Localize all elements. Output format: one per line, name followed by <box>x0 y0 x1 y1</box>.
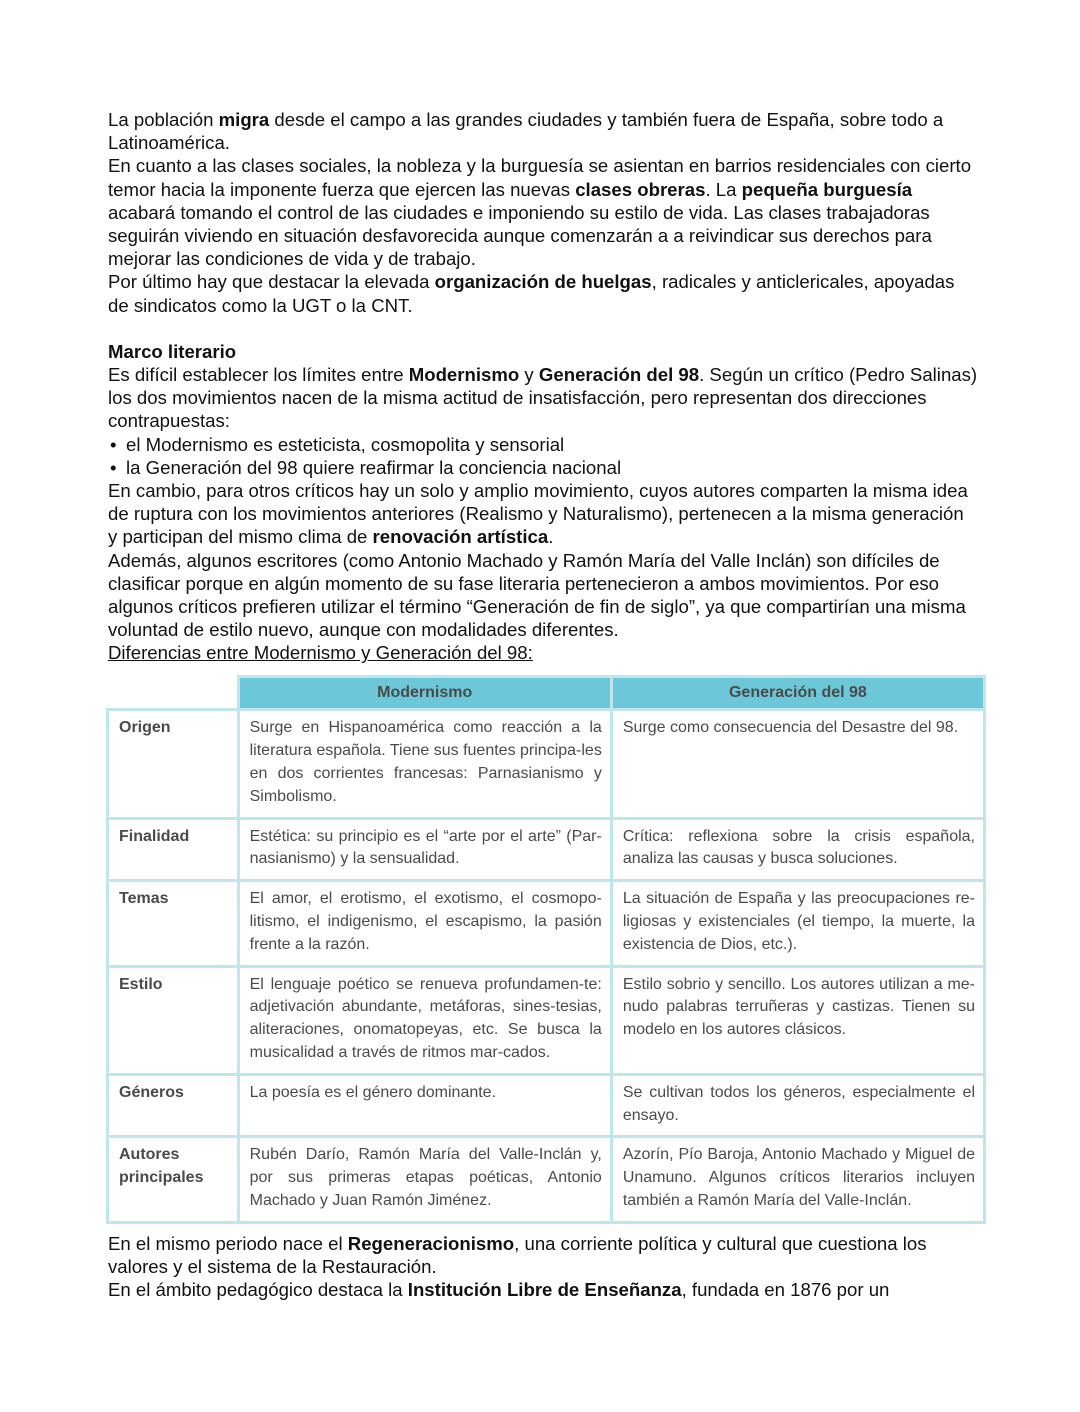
modernismo-cell: Estética: su principio es el “arte por el arte” (Par-nasianismo) y la sensualidad. <box>238 818 611 881</box>
generacion-cell: Crítica: reflexiona sobre la crisis española, analiza las causas y busca soluciones. <box>611 818 984 881</box>
generacion-cell: Azorín, Pío Baroja, Antonio Machado y Miguel de Unamuno. Algunos críticos literarios incluyen también a Ramón María del Valle-Inclán. <box>611 1137 984 1222</box>
section-heading: Marco literario <box>108 340 237 362</box>
row-label: Temas <box>108 881 239 966</box>
paragraph-strikes <box>108 270 978 316</box>
bold-term: Institución Libre de Enseñanza <box>407 1279 682 1301</box>
text-run: Es difícil establecer los límites entre <box>108 364 409 386</box>
paragraph-migration <box>108 108 978 154</box>
bold-term: clases obreras <box>575 178 706 200</box>
bold-term: Generación del 98 <box>538 364 700 386</box>
bold-term: Regeneracionismo <box>347 1232 515 1254</box>
bold-term: renovación artística <box>372 526 549 548</box>
text-run: . Según un crítico (Pedro Salinas) los dos movimientos nacen de la misma actitud de insatisfacción, pero representan dos direcciones contrapuestas: <box>108 364 978 432</box>
column-header-modernismo: Modernismo <box>238 676 611 710</box>
text-run: Además, algunos escritores (como Antonio Machado y Ramón María del Valle Inclán) son difíciles de clasificar porque en algún momento de su fase literaria pertenecieron a ambos movimientos. Por eso algunos críticos prefieren utilizar el término “Generación de fin de siglo”, ya que compartirían una misma voluntad de estilo nuevo, aunque con modalidades diferentes. <box>108 549 966 641</box>
generacion-cell: La situación de España y las preocupaciones re-ligiosas y existenciales (el tiempo, la muerte, la existencia de Dios, etc.). <box>611 881 984 966</box>
table-row <box>108 818 985 881</box>
paragraph-regeneracionismo <box>108 1232 978 1278</box>
text-run: , fundada en 1876 por un <box>681 1279 890 1301</box>
row-label: Estilo <box>108 966 239 1074</box>
paragraph-institucion <box>108 1278 978 1301</box>
row-label: Autores principales <box>108 1137 239 1222</box>
paragraph-limits <box>108 363 978 433</box>
paragraph-writers <box>108 549 978 642</box>
text-run: En el ámbito pedagógico destaca la <box>108 1279 408 1301</box>
modernismo-cell: Rubén Darío, Ramón María del Valle-Inclán y, por sus primeras etapas poéticas, Antonio Machado y Juan Ramón Jiménez. <box>238 1137 611 1222</box>
modernismo-cell: Surge en Hispanoamérica como reacción a la literatura española. Tiene sus fuentes principa-les en dos corrientes francesas: Parnasianismo y Simbolismo. <box>238 710 611 818</box>
table-corner <box>108 676 239 710</box>
bold-term: Modernismo <box>408 364 520 386</box>
table-row <box>108 881 985 966</box>
row-label: Finalidad <box>108 818 239 881</box>
text-run: desde el campo a las grandes ciudades y también fuera de España, sobre todo a Latinoamérica. <box>108 109 944 154</box>
document-page <box>108 108 978 1301</box>
table-row <box>108 1137 985 1222</box>
bold-term: migra <box>218 109 270 130</box>
text-run: En el mismo periodo nace el <box>108 1232 348 1254</box>
text-run: La población <box>108 109 219 130</box>
row-label: Géneros <box>108 1074 239 1137</box>
row-label: Origen <box>108 710 239 818</box>
text-run: y <box>519 364 539 386</box>
table-header-row <box>108 676 985 710</box>
modernismo-cell: El amor, el erotismo, el exotismo, el cosmopo-litismo, el indigenismo, el escapismo, la pasión frente a la razón. <box>238 881 611 966</box>
table-row <box>108 966 985 1074</box>
generacion-cell: Se cultivan todos los géneros, especialmente el ensayo. <box>611 1074 984 1137</box>
differences-title: Diferencias entre Modernismo y Generación del 98: <box>108 642 533 664</box>
bold-term: organización de huelgas <box>434 271 652 293</box>
paragraph-social-classes <box>108 154 978 270</box>
text-run: . <box>548 526 554 548</box>
generacion-cell: Surge como consecuencia del Desastre del 98. <box>611 710 984 818</box>
text-run: , una corriente política y cultural que cuestiona los valores y el sistema de la Restauración. <box>108 1232 927 1278</box>
paragraph-other-critics <box>108 479 978 549</box>
bullet-item: • el Modernismo es esteticista, cosmopolita y sensorial <box>108 433 978 456</box>
table-row <box>108 1074 985 1137</box>
bullet-item: • la Generación del 98 quiere reafirmar la conciencia nacional <box>108 456 978 479</box>
text-run: En cuanto a las clases sociales, la nobleza y la burguesía se asientan en barrios residenciales con cierto temor hacia la imponente fuerza que ejercen las nuevas <box>108 155 972 200</box>
comparison-table <box>106 675 986 1224</box>
text-run: En cambio, para otros críticos hay un solo y amplio movimiento, cuyos autores comparten la misma idea de ruptura con los movimientos anteriores (Realismo y Naturalismo), pertenecen a la misma generación y participan del mismo clima de <box>108 480 968 548</box>
text-run: Por último hay que destacar la elevada <box>108 271 435 293</box>
bold-term: pequeña burguesía <box>741 178 913 200</box>
generacion-cell: Estilo sobrio y sencillo. Los autores utilizan a me-nudo palabras terruñeras y castizas. Tienen su modelo en los autores clásicos. <box>611 966 984 1074</box>
table-row <box>108 710 985 818</box>
spacer <box>108 317 978 340</box>
text-run: . La <box>705 178 742 200</box>
modernismo-cell: El lenguaje poético se renueva profundamen-te: adjetivación abundante, metáforas, sines-tesias, aliteraciones, onomatopeyas, etc. Se busca la musicalidad a través de ritmos mar-cados. <box>238 966 611 1074</box>
column-header-generacion: Generación del 98 <box>611 676 984 710</box>
bullet-list <box>108 433 978 479</box>
modernismo-cell: La poesía es el género dominante. <box>238 1074 611 1137</box>
text-run: , radicales y anticlericales, apoyadas de sindicatos como la UGT o la CNT. <box>108 271 955 316</box>
text-run: acabará tomando el control de las ciudades e imponiendo su estilo de vida. Las clases trabajadoras seguirán viviendo en situación desfavorecida aunque comenzarán a a reivindicar sus derechos para mejorar las condiciones de vida y de trabajo. <box>108 201 932 270</box>
